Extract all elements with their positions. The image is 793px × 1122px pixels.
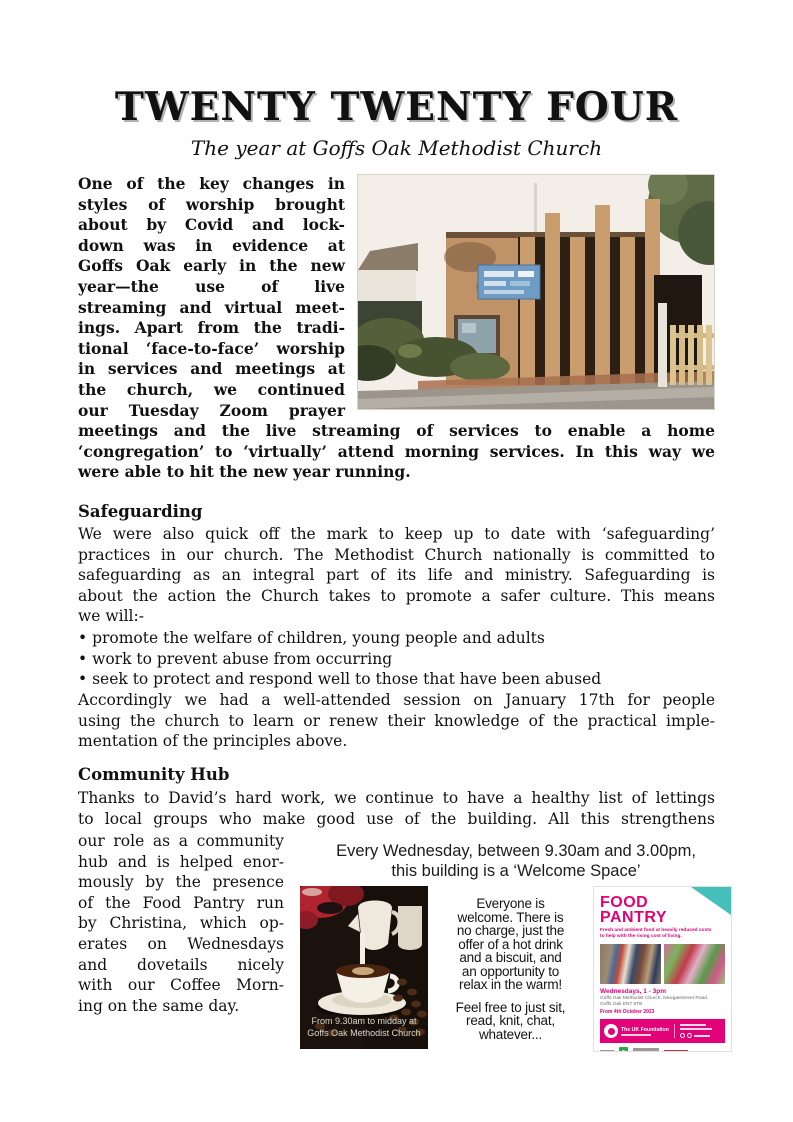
text-line: and dovetails nicely	[78, 955, 284, 974]
text-line: practices in our church. The Methodist Church nationally is committed to	[78, 545, 715, 564]
text-line: we will:-	[78, 607, 144, 626]
text-line: by Christina, which op-	[78, 914, 284, 933]
banner-line: Every Wednesday, between 9.30am and 3.00pm,	[336, 842, 696, 860]
poster-title-line2: PANTRY	[600, 909, 667, 926]
org-logo-icon	[604, 1024, 618, 1038]
message-line: offer of a hot drink	[458, 936, 563, 952]
partner-red-logo	[664, 1050, 688, 1052]
text-line: down was in evidence at	[78, 235, 345, 255]
tagline-line: to help with the rising cost of living.	[600, 933, 682, 939]
safeguarding-closing	[78, 690, 715, 752]
message-line: no charge, just the	[456, 923, 565, 938]
contact-line-bar	[680, 1028, 712, 1030]
text-line: mously by the presence	[78, 873, 284, 892]
text-line: of the Food Pantry run	[78, 893, 284, 912]
text-line: erates on Wednesdays	[78, 934, 284, 953]
page-title: TWENTY TWENTY FOUR	[114, 84, 679, 130]
welcome-message-paragraph-2	[434, 1001, 587, 1042]
poster-when: Wednesdays, 1 - 3pm	[600, 987, 666, 995]
poster-org-banner	[600, 1019, 725, 1043]
text-line: meetings and the live streaming of services to enable a home	[78, 421, 715, 440]
welcome-space-media-row	[300, 886, 732, 1052]
pantry-photo-2	[664, 944, 725, 984]
text-line: tional ‘face-to-face’ worship	[78, 338, 345, 358]
social-handle-bar	[694, 1035, 710, 1037]
message-line: read, knit, chat,	[466, 1013, 555, 1028]
contact-line-bar	[680, 1024, 706, 1026]
pantry-photo-1	[600, 944, 661, 984]
poster-title-line1: FOOD	[600, 894, 649, 911]
intro-paragraph-full	[78, 421, 715, 483]
text-line: Goffs Oak early in the new	[78, 256, 345, 276]
welcome-space-banner	[300, 842, 732, 881]
community-body-column	[78, 831, 284, 1016]
text-line: ing on the same day.	[78, 996, 240, 1015]
partner-green-logo	[619, 1047, 628, 1052]
bullet-line: • promote the welfare of children, young people and adults	[78, 629, 545, 647]
text-line: Accordingly we had a well-attended session on January 17th for people	[78, 691, 715, 709]
community-hub-heading: Community Hub	[78, 765, 230, 784]
text-line: styles of worship brought	[78, 194, 345, 214]
text-line: our role as a community	[78, 832, 284, 850]
poster-photos	[600, 944, 725, 984]
text-line: streaming and virtual meet-	[78, 297, 345, 317]
text-line: One of the key changes in	[78, 174, 345, 193]
coffee-morning-photo	[300, 886, 428, 1049]
coffee-photo-caption	[300, 1015, 428, 1039]
message-line: welcome. There is	[457, 909, 564, 925]
poster-start-date: From 4th October 2023	[600, 1009, 655, 1016]
poster-title	[600, 895, 725, 925]
text-line: mentation of the principles above.	[78, 732, 348, 751]
bullet-line: • work to prevent abuse from occurring	[78, 649, 393, 668]
bullet-line: • seek to protect and respond well to those that have been abused	[78, 670, 602, 689]
text-line: our Tuesday Zoom prayer	[78, 400, 345, 420]
text-line: about the action the Church takes to promote a safer culture. This means	[78, 586, 715, 605]
intro-paragraph-column	[78, 174, 345, 421]
address-line: Goffs Oak EN7 6TB	[600, 1001, 643, 1007]
caption-line: From 9.30am to midday at	[311, 1016, 417, 1026]
text-line: about by Covid and lock-	[78, 215, 345, 235]
text-line: hub and is helped enor-	[78, 852, 284, 871]
text-line: in services and meetings at	[78, 359, 345, 379]
facebook-icon	[687, 1033, 692, 1038]
partner-text-stack	[633, 1048, 659, 1052]
org-block	[621, 1027, 669, 1037]
tagline-line: Fresh and ambient food at heavily reduced costs	[600, 928, 712, 933]
text-line: were able to hit the new year running.	[78, 462, 411, 482]
church-building-photo	[357, 174, 715, 410]
welcome-space-message	[434, 886, 587, 1041]
instagram-icon	[680, 1033, 685, 1038]
org-subtext-bar	[621, 1034, 651, 1036]
safeguarding-body	[78, 524, 715, 627]
text-line: the church, we continued	[78, 379, 345, 399]
text-line: ings. Apart from the tradi-	[78, 318, 345, 338]
church-sign	[478, 265, 540, 299]
intro-section	[78, 174, 715, 421]
text-line: ‘congregation’ to ‘virtually’ attend morning services. In this way we	[78, 441, 715, 461]
org-contact-block	[680, 1024, 712, 1038]
safeguarding-heading: Safeguarding	[78, 502, 203, 521]
community-body-full	[78, 788, 715, 829]
message-line: Everyone is	[476, 896, 545, 911]
partner-text-bar	[600, 1050, 614, 1052]
message-line: and a biscuit, and	[459, 950, 562, 965]
page-subtitle: The year at Goffs Oak Methodist Church	[190, 136, 603, 160]
safeguarding-bullet-list	[78, 628, 715, 690]
message-line: an opportunity to	[461, 963, 560, 979]
church-photo-illustration	[358, 175, 714, 409]
welcome-message-paragraph-1	[434, 897, 587, 992]
message-line: relax in the warm!	[459, 977, 562, 992]
text-line: using the church to learn or renew their knowledge of the practical imple-	[78, 711, 715, 730]
pole	[534, 183, 537, 239]
banner-line: this building is a ‘Welcome Space’	[391, 861, 641, 880]
poster-address	[600, 996, 725, 1007]
text-line: year—the use of live	[78, 276, 345, 296]
message-line: whatever...	[478, 1026, 543, 1042]
text-line: We were also quick off the mark to keep up to date with ‘safeguarding’	[78, 525, 715, 543]
banner-divider	[674, 1024, 675, 1038]
text-line: to local groups who make good use of the building. All this strengthens	[78, 809, 715, 828]
caption-line: Goffs Oak Methodist Church	[307, 1028, 421, 1038]
address-line: Goffs Oak Methodist Church, Newgatestreet Road,	[600, 996, 709, 1002]
social-icons	[680, 1033, 712, 1038]
food-pantry-poster	[593, 886, 732, 1052]
message-line: Feel free to just sit,	[455, 999, 566, 1015]
poster-tagline	[600, 928, 725, 940]
text-line: with our Coffee Morn-	[78, 976, 284, 995]
org-name: The UK Foundation	[621, 1026, 669, 1033]
text-line: safeguarding as an integral part of its life and ministry. Safeguarding is	[78, 566, 715, 585]
poster-partner-logos	[600, 1047, 725, 1052]
text-line: Thanks to David’s hard work, we continue to have a healthy list of lettings	[78, 789, 715, 807]
